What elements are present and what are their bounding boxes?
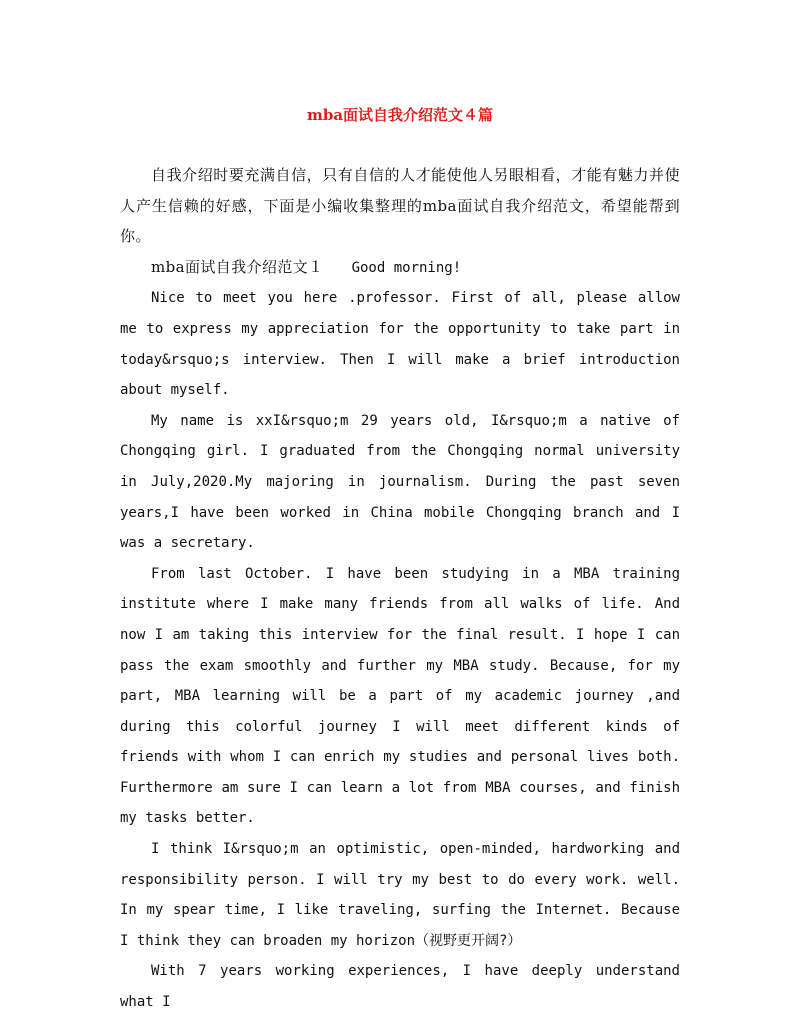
body-paragraph: My name is xxI&rsquo;m 29 years old, I&rsquo;m a native of Chongqing girl. I graduated from the Chongqing normal university in July,2020.My majoring in journalism. During the past seven years,I have been worked in China mobile Chongqing branch and I was a secretary. — [120, 412, 680, 552]
section-heading: mba面试自我介绍范文１ — [151, 257, 324, 276]
body-paragraph: Nice to meet you here .professor. First of all, please allow me to express my appreciation for the opportunity to take part in today&rsquo;s interview. Then I will make a brief introduction about myself. — [120, 290, 680, 399]
body-paragraph: With 7 years working experiences, I have deeply understand what I — [120, 963, 680, 1011]
intro-paragraph: 自我介绍时要充满自信，只有自信的人才能使他人另眼相看，才能有魅力并使人产生信赖的好感，下面是小编收集整理的mba面试自我介绍范文，希望能帮到你。 — [120, 166, 680, 246]
greeting-text: Good morning! — [351, 259, 462, 276]
section-heading-line — [120, 252, 680, 284]
document-body — [120, 160, 680, 1018]
body-paragraph: From last October. I have been studying in a MBA training institute where I make many friends from all walks of life. And now I am taking this interview for the final result. I hope I can pass the exam smoothly and further my MBA study. Because, for my part, MBA learning will be a part of my academic journey ,and during this colorful journey I will meet different kinds of friends with whom I can enrich my studies and personal lives both. Furthermore am sure I can learn a lot from MBA courses, and finish my tasks better. — [120, 565, 680, 827]
body-paragraph: I think I&rsquo;m an optimistic, open-minded, hardworking and responsibility person. I will try my best to do every work. well. In my spear time, I like traveling, surfing the Internet. Because I think they can broaden my horizon（视野更开阔?） — [120, 841, 680, 949]
document-title: mba面试自我介绍范文４篇 — [306, 106, 494, 124]
